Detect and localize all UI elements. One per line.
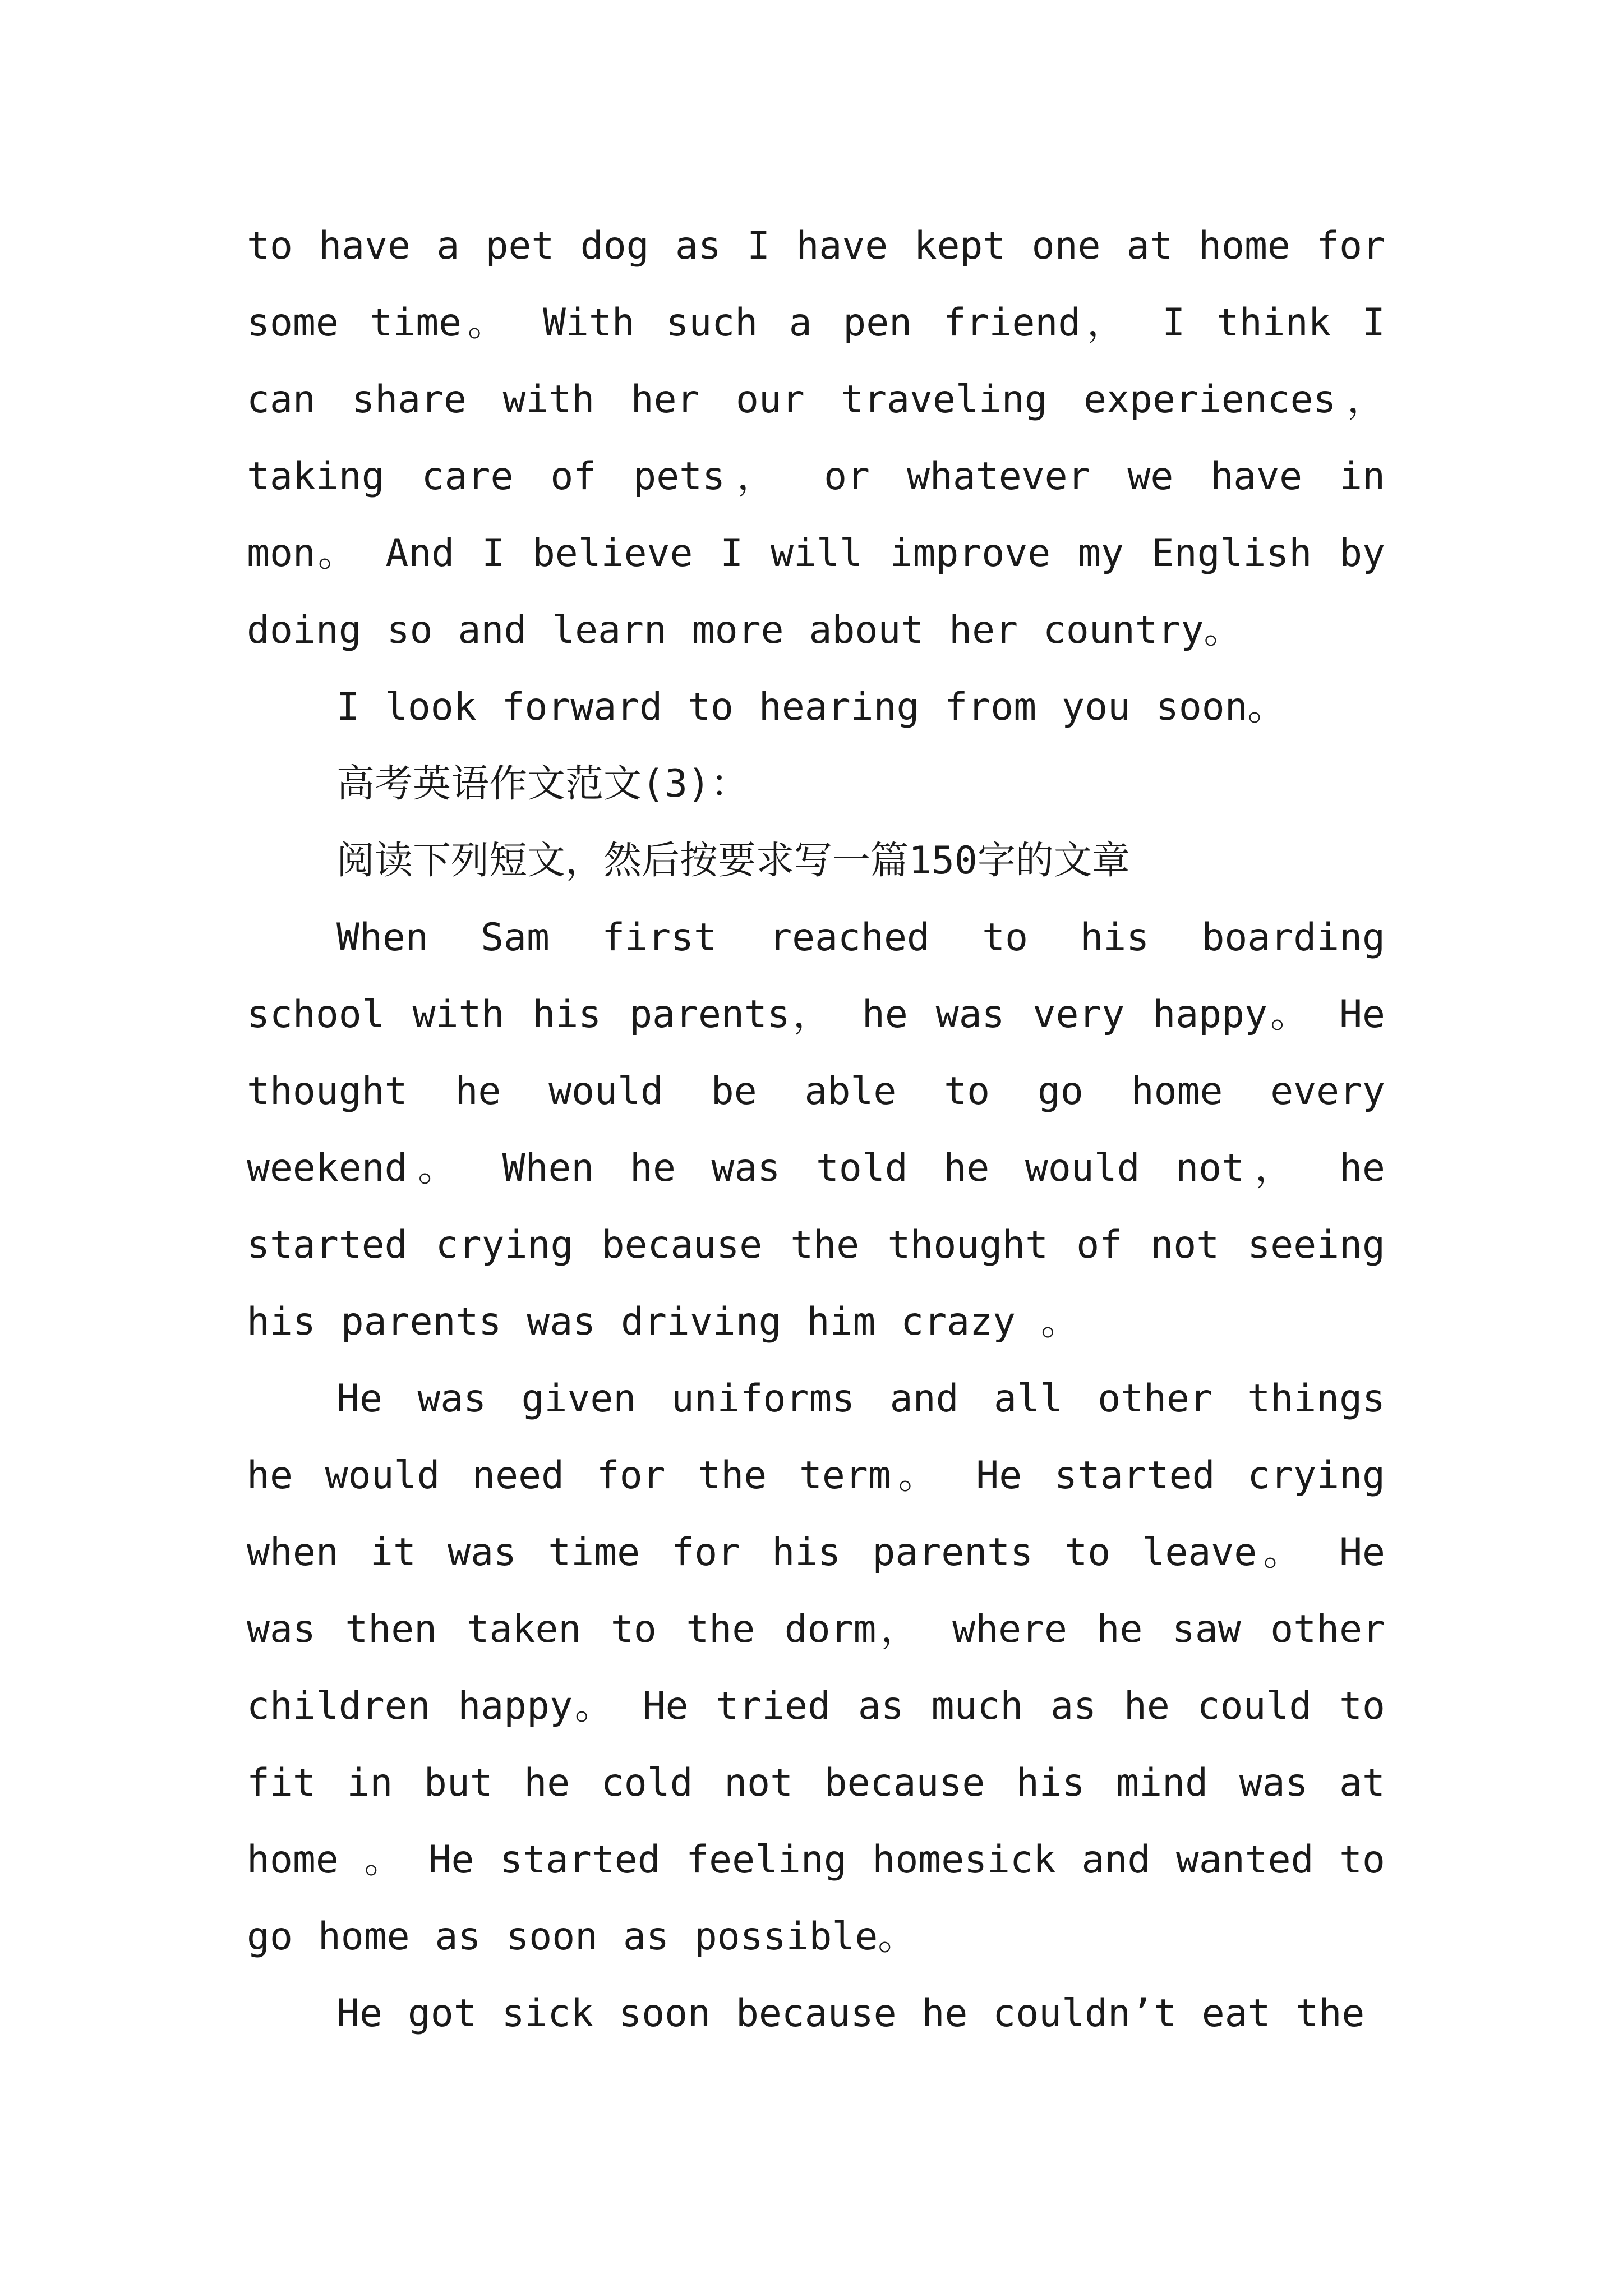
paragraph-closing: I look forward to hearing from you soon。 [336, 685, 1286, 729]
section-heading: 高考英语作文范文(3)： [336, 762, 749, 806]
paragraph-uniforms: He was given uniforms and all other things he would need for the term。 He started crying when it was time for his parents to leave。 He was then taken to the dorm， where he saw other children happy。 He tried as much as he could to fit in but he cold not because his mind was at home 。 He started feeling homesick and wanted to go home as soon as possible。 [247, 1377, 1385, 1959]
instruction-line: 阅读下列短文，然后按要求写一篇150字的文章 [336, 839, 1130, 883]
paragraph-boarding-school: When Sam first reached to his boarding school with his parents， he was very happy。 He thought he would be able to go home every weekend。 When he was told he would not， he started crying because the thought of not seeing his parents was driving him crazy 。 [247, 915, 1385, 1344]
paragraph-pet-dog: to have a pet dog as I have kept one at home for some time。 With such a pen friend， I think I can share with her our traveling experiences， taking care of pets， or whatever we have in mon。 And I believe I will improve my English by doing so and learn more about her country。 [247, 224, 1385, 652]
paragraph-got-sick: He got sick soon because he couldn’t eat the [336, 1991, 1365, 2036]
document-body [247, 208, 1385, 2052]
